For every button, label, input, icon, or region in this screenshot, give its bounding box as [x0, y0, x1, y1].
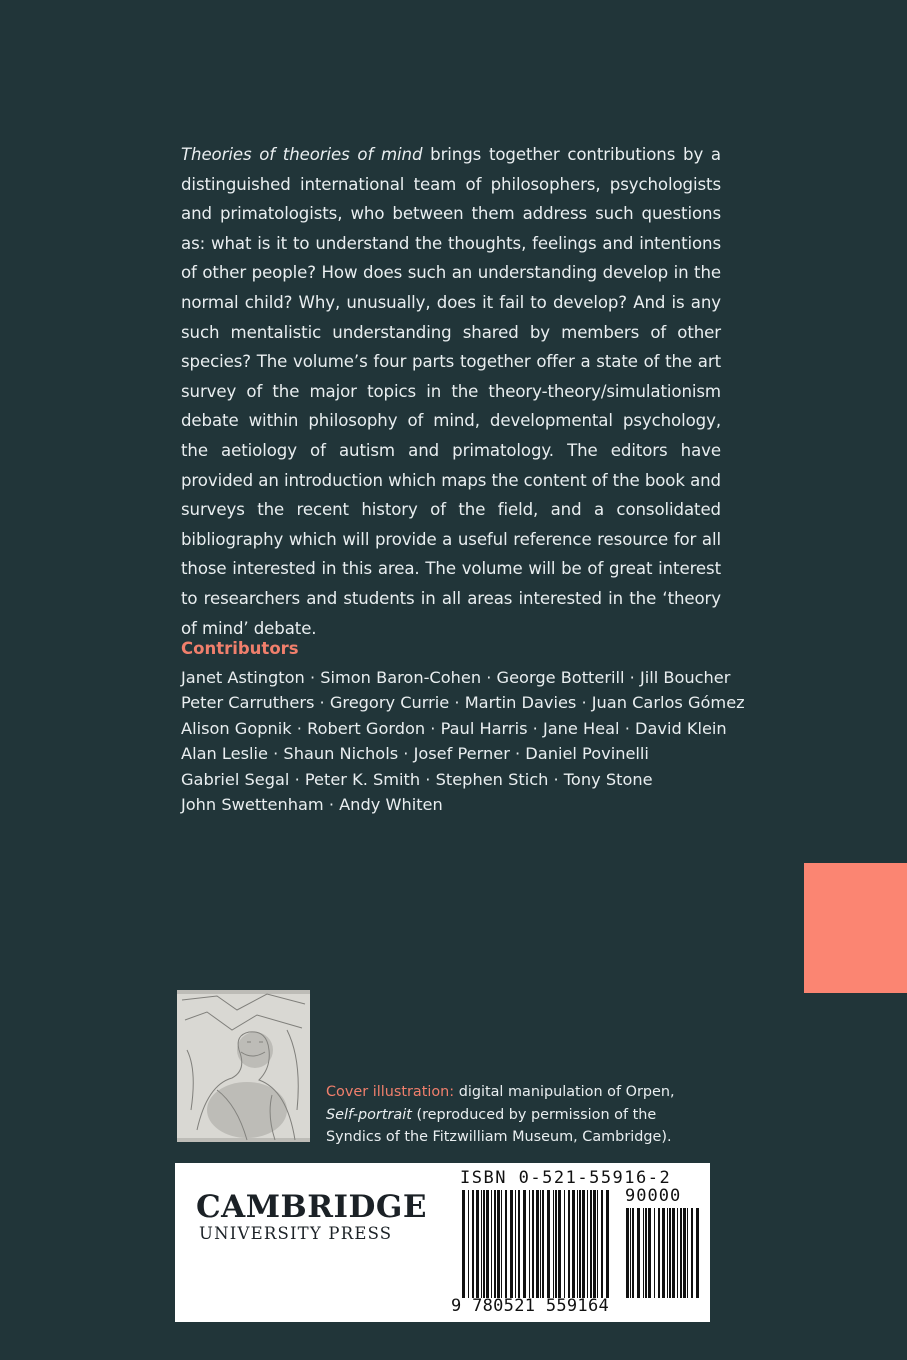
barcode-bar	[597, 1190, 598, 1298]
barcode-bar	[468, 1190, 469, 1298]
barcode-bar	[626, 1208, 629, 1298]
barcode-bar	[662, 1208, 665, 1298]
barcode-bar	[555, 1190, 557, 1298]
contributors-list	[181, 665, 745, 817]
barcode-bar	[687, 1208, 688, 1298]
barcode-bar	[523, 1190, 526, 1298]
isbn-text: ISBN 0-521-55916-2	[460, 1168, 672, 1188]
barcode-bar	[648, 1208, 651, 1298]
portrait-sketch-icon	[177, 990, 310, 1142]
barcode-bar	[643, 1208, 644, 1298]
barcode-bar	[540, 1190, 541, 1298]
barcode-bar	[483, 1190, 485, 1298]
barcode-bar	[667, 1208, 668, 1298]
caption-text-1: digital manipulation of Orpen,	[454, 1084, 675, 1100]
barcode-bar	[669, 1208, 671, 1298]
barcode-bar	[494, 1190, 496, 1298]
barcode-bar	[558, 1190, 561, 1298]
barcode-bar	[505, 1190, 507, 1298]
barcode-bar	[606, 1190, 609, 1298]
barcode-bar	[630, 1208, 631, 1298]
contributors-line: Janet Astington · Simon Baron-Cohen · George Botterill · Jill Boucher	[181, 668, 731, 687]
barcode-bar	[481, 1190, 482, 1298]
barcode-bar	[572, 1190, 575, 1298]
book-title: Theories of theories of mind	[181, 145, 423, 164]
cover-illustration-thumbnail	[177, 990, 310, 1142]
barcode-bar	[680, 1208, 682, 1298]
barcode-bar	[696, 1208, 699, 1298]
barcode-bar	[632, 1208, 634, 1298]
ean-digits: 9 780521 559164	[451, 1296, 610, 1316]
barcode-bar	[542, 1190, 544, 1298]
barcode-bar	[654, 1208, 655, 1298]
barcode-bar	[590, 1190, 592, 1298]
blurb-paragraph	[181, 140, 721, 643]
barcode-bar	[593, 1190, 596, 1298]
blurb-text: brings together contributions by a distinguished international team of philosophers, psychologists and primatologists, who between them address such questions as: what is it to understand the thoughts, feelings and intentions of other people? How does such an understanding develop in the normal child? Why, unusually, does it fail to develop? And is any such mentalistic understanding shared by members of other species? The volume’s four parts together offer a state of the art survey of the major topics in the theory-theory/simulationism debate within philosophy of mind, developmental psychology, the aetiology of autism and primatology. The editors have provided an introduction which maps the content of the book and surveys the recent history of the field, and a consolidated bibliography which will provide a useful reference resource for all those interested in this area. The volume will be of great interest to researchers and students in all areas interested in the ‘theory of mind’ debate.	[181, 145, 721, 638]
barcode-bar	[683, 1208, 686, 1298]
accent-tab	[804, 863, 907, 993]
barcode-bar	[518, 1190, 520, 1298]
cover-caption	[326, 1081, 706, 1149]
barcode-bar	[645, 1208, 647, 1298]
price-code-text: 90000	[625, 1186, 682, 1206]
barcode-bar	[547, 1190, 550, 1298]
caption-label: Cover illustration:	[326, 1084, 455, 1100]
barcode-bar	[582, 1190, 585, 1298]
barcode-bar	[472, 1190, 474, 1298]
barcode-bar	[672, 1208, 675, 1298]
caption-italic: Self-portrait	[326, 1106, 412, 1123]
barcode-bar	[553, 1190, 554, 1298]
ean-barcode	[461, 1190, 611, 1298]
contributors-line: Peter Carruthers · Gregory Currie · Martin Davies · Juan Carlos Gómez	[181, 693, 745, 713]
contributors-heading: Contributors	[181, 639, 299, 658]
barcode-bar	[601, 1190, 603, 1298]
barcode-bar	[486, 1190, 489, 1298]
barcode-bar	[510, 1190, 513, 1298]
barcode-bar	[501, 1190, 502, 1298]
barcode-bar	[658, 1208, 660, 1298]
barcode-bar	[579, 1190, 581, 1298]
barcode-bar	[515, 1190, 516, 1298]
barcode-bar	[529, 1190, 530, 1298]
barcode-bar	[677, 1208, 678, 1298]
publisher-logo-line1: CAMBRIDGE	[196, 1189, 427, 1225]
barcode-bar	[637, 1208, 640, 1298]
contributors-line: Alan Leslie · Shaun Nichols · Josef Perner · Daniel Povinelli	[181, 744, 649, 764]
barcode-bar	[587, 1190, 588, 1298]
price-addon-barcode	[625, 1208, 703, 1298]
barcode-bar	[691, 1208, 693, 1298]
contributors-line: John Swettenham · Andy Whiten	[181, 795, 443, 815]
contributors-line: Alison Gopnik · Robert Gordon · Paul Harris · Jane Heal · David Klein	[181, 718, 727, 738]
barcode-bar	[462, 1190, 465, 1298]
barcode-bar	[476, 1190, 479, 1298]
barcode-bar	[536, 1190, 539, 1298]
contributors-line: Gabriel Segal · Peter K. Smith · Stephen Stich · Tony Stone	[181, 769, 653, 789]
barcode-bar	[491, 1190, 492, 1298]
publisher-logo-line2: UNIVERSITY PRESS	[199, 1224, 393, 1243]
barcode-bar	[497, 1190, 500, 1298]
barcode-bar	[577, 1190, 578, 1298]
barcode-bar	[532, 1190, 534, 1298]
barcode-bar	[564, 1190, 565, 1298]
barcode-bar	[568, 1190, 570, 1298]
caption-text-2: (reproduced by permission of the Syndics of the Fitzwilliam Museum, Cambridge).	[326, 1106, 672, 1145]
